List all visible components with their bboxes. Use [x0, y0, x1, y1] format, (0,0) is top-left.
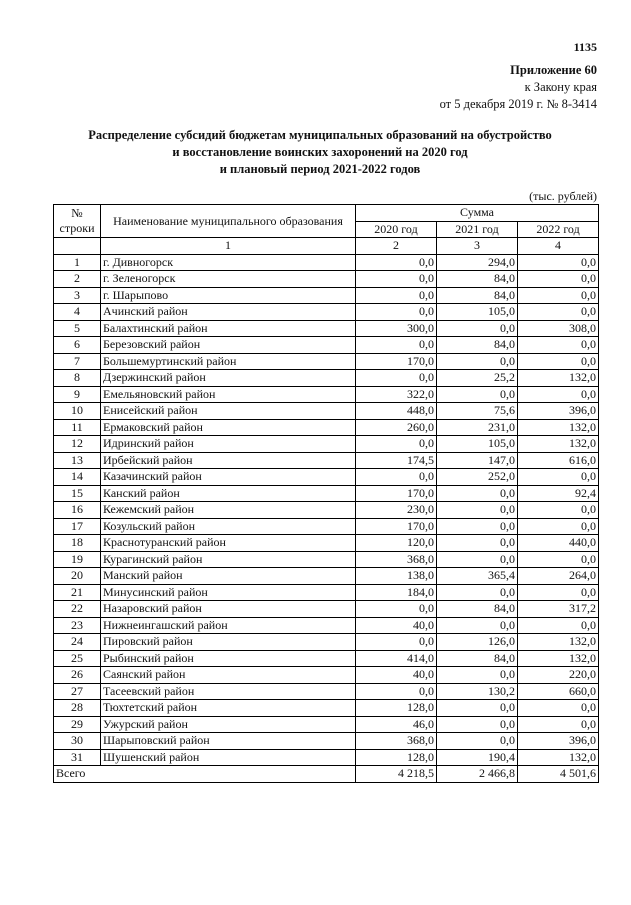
row-number: 13 [54, 452, 101, 469]
row-number: 28 [54, 700, 101, 717]
municipality-name: Тюхтетский район [101, 700, 356, 717]
municipality-name: Емельяновский район [101, 386, 356, 403]
column-index-2: 2 [356, 238, 437, 255]
table-row [54, 502, 599, 519]
value-2022: 132,0 [518, 370, 599, 387]
table-row [54, 419, 599, 436]
year-2020-header: 2020 год [356, 221, 437, 238]
row-number: 7 [54, 353, 101, 370]
table-row [54, 551, 599, 568]
row-number: 8 [54, 370, 101, 387]
table-row [54, 485, 599, 502]
value-2020: 138,0 [356, 568, 437, 585]
table-row [54, 601, 599, 618]
row-number-header-line-1: № [71, 206, 83, 220]
value-2020: 414,0 [356, 650, 437, 667]
value-2022: 660,0 [518, 683, 599, 700]
municipality-name: Ачинский район [101, 304, 356, 321]
value-2020: 260,0 [356, 419, 437, 436]
column-index-1: 1 [101, 238, 356, 255]
value-2021: 130,2 [437, 683, 518, 700]
value-2021: 0,0 [437, 733, 518, 750]
value-2020: 322,0 [356, 386, 437, 403]
value-2021: 126,0 [437, 634, 518, 651]
value-2022: 0,0 [518, 353, 599, 370]
value-2022: 308,0 [518, 320, 599, 337]
unit-note: (тыс. рублей) [529, 189, 597, 203]
value-2022: 132,0 [518, 650, 599, 667]
table-foot [54, 766, 599, 783]
value-2020: 120,0 [356, 535, 437, 552]
municipality-name: Балахтинский район [101, 320, 356, 337]
value-2022: 317,2 [518, 601, 599, 618]
value-2021: 147,0 [437, 452, 518, 469]
value-2021: 0,0 [437, 584, 518, 601]
value-2020: 46,0 [356, 716, 437, 733]
value-2020: 0,0 [356, 601, 437, 618]
table-row [54, 353, 599, 370]
value-2022: 396,0 [518, 733, 599, 750]
value-2021: 0,0 [437, 518, 518, 535]
value-2020: 0,0 [356, 271, 437, 288]
value-2020: 170,0 [356, 353, 437, 370]
table-row [54, 568, 599, 585]
value-2020: 170,0 [356, 518, 437, 535]
row-number: 1 [54, 254, 101, 271]
municipality-name: Саянский район [101, 667, 356, 684]
value-2021: 0,0 [437, 667, 518, 684]
row-number: 21 [54, 584, 101, 601]
value-2022: 0,0 [518, 287, 599, 304]
table-body [54, 254, 599, 766]
year-2022-header: 2022 год [518, 221, 599, 238]
table-row [54, 683, 599, 700]
row-number: 18 [54, 535, 101, 552]
column-index-empty [54, 238, 101, 255]
value-2020: 128,0 [356, 749, 437, 766]
table-row [54, 370, 599, 387]
municipality-name: Нижнеингашский район [101, 617, 356, 634]
annex-title: Приложение 60 [510, 63, 597, 77]
table-row [54, 271, 599, 288]
table-row [54, 650, 599, 667]
table-row [54, 584, 599, 601]
row-number: 6 [54, 337, 101, 354]
row-number: 27 [54, 683, 101, 700]
table-row [54, 386, 599, 403]
value-2020: 300,0 [356, 320, 437, 337]
value-2020: 0,0 [356, 304, 437, 321]
value-2021: 84,0 [437, 287, 518, 304]
document-title-line-2: и восстановление воинских захоронений на 2020 год [172, 145, 468, 159]
value-2020: 448,0 [356, 403, 437, 420]
value-2022: 220,0 [518, 667, 599, 684]
table-row [54, 716, 599, 733]
value-2022: 264,0 [518, 568, 599, 585]
table-row [54, 469, 599, 486]
value-2022: 0,0 [518, 304, 599, 321]
municipality-name: г. Зеленогорск [101, 271, 356, 288]
value-2021: 231,0 [437, 419, 518, 436]
total-label: Всего [54, 766, 356, 783]
value-2021: 0,0 [437, 353, 518, 370]
total-row [54, 766, 599, 783]
value-2020: 230,0 [356, 502, 437, 519]
municipality-name: Дзержинский район [101, 370, 356, 387]
table-row [54, 634, 599, 651]
table-row [54, 320, 599, 337]
row-number: 4 [54, 304, 101, 321]
row-number: 10 [54, 403, 101, 420]
column-index-3: 3 [437, 238, 518, 255]
row-number: 26 [54, 667, 101, 684]
row-number: 19 [54, 551, 101, 568]
municipality-name: Рыбинский район [101, 650, 356, 667]
municipality-name: Казачинский район [101, 469, 356, 486]
value-2021: 75,6 [437, 403, 518, 420]
municipality-name: Манский район [101, 568, 356, 585]
value-2022: 440,0 [518, 535, 599, 552]
table-row [54, 403, 599, 420]
value-2021: 0,0 [437, 320, 518, 337]
row-number-header [54, 205, 101, 238]
row-number: 24 [54, 634, 101, 651]
annex-law-date: от 5 декабря 2019 г. № 8-3414 [439, 97, 597, 111]
value-2021: 190,4 [437, 749, 518, 766]
value-2021: 365,4 [437, 568, 518, 585]
row-number: 25 [54, 650, 101, 667]
value-2022: 0,0 [518, 271, 599, 288]
value-2021: 0,0 [437, 502, 518, 519]
table-row [54, 304, 599, 321]
row-number: 23 [54, 617, 101, 634]
page-number: 1135 [573, 40, 597, 54]
value-2021: 25,2 [437, 370, 518, 387]
document-title [40, 127, 600, 178]
value-2022: 0,0 [518, 502, 599, 519]
municipality-name: Курагинский район [101, 551, 356, 568]
value-2021: 84,0 [437, 271, 518, 288]
municipality-name: Идринский район [101, 436, 356, 453]
value-2021: 105,0 [437, 304, 518, 321]
municipality-name: Ужурский район [101, 716, 356, 733]
value-2020: 0,0 [356, 370, 437, 387]
annex-header [337, 62, 597, 113]
municipality-name: Назаровский район [101, 601, 356, 618]
value-2021: 0,0 [437, 535, 518, 552]
municipality-name: Ермаковский район [101, 419, 356, 436]
row-number: 11 [54, 419, 101, 436]
total-2020: 4 218,5 [356, 766, 437, 783]
municipality-name: Шарыповский район [101, 733, 356, 750]
municipality-name: Краснотуранский район [101, 535, 356, 552]
value-2021: 105,0 [437, 436, 518, 453]
value-2022: 0,0 [518, 716, 599, 733]
municipality-name: Минусинский район [101, 584, 356, 601]
value-2021: 0,0 [437, 700, 518, 717]
value-2022: 396,0 [518, 403, 599, 420]
value-2022: 0,0 [518, 584, 599, 601]
value-2021: 0,0 [437, 485, 518, 502]
subsidy-table [53, 204, 599, 783]
value-2022: 132,0 [518, 436, 599, 453]
value-2021: 84,0 [437, 650, 518, 667]
value-2020: 0,0 [356, 683, 437, 700]
municipality-name: Большемуртинский район [101, 353, 356, 370]
value-2021: 252,0 [437, 469, 518, 486]
row-number: 9 [54, 386, 101, 403]
value-2020: 368,0 [356, 733, 437, 750]
value-2020: 40,0 [356, 667, 437, 684]
row-number: 12 [54, 436, 101, 453]
value-2022: 0,0 [518, 337, 599, 354]
value-2022: 132,0 [518, 749, 599, 766]
row-number: 17 [54, 518, 101, 535]
municipality-name: Козульский район [101, 518, 356, 535]
row-number-header-line-2: строки [59, 221, 95, 235]
value-2022: 132,0 [518, 634, 599, 651]
table-row [54, 254, 599, 271]
municipality-name: Березовский район [101, 337, 356, 354]
row-number: 14 [54, 469, 101, 486]
row-number: 5 [54, 320, 101, 337]
value-2020: 128,0 [356, 700, 437, 717]
value-2022: 0,0 [518, 386, 599, 403]
table-row [54, 749, 599, 766]
value-2020: 174,5 [356, 452, 437, 469]
row-number: 2 [54, 271, 101, 288]
value-2021: 84,0 [437, 337, 518, 354]
value-2021: 0,0 [437, 716, 518, 733]
value-2020: 0,0 [356, 469, 437, 486]
value-2020: 0,0 [356, 436, 437, 453]
row-number: 29 [54, 716, 101, 733]
table-row [54, 535, 599, 552]
table-row [54, 337, 599, 354]
value-2022: 0,0 [518, 518, 599, 535]
table-row [54, 436, 599, 453]
row-number: 3 [54, 287, 101, 304]
value-2022: 0,0 [518, 617, 599, 634]
value-2022: 0,0 [518, 469, 599, 486]
table-row [54, 452, 599, 469]
value-2022: 0,0 [518, 700, 599, 717]
value-2020: 368,0 [356, 551, 437, 568]
table-row [54, 617, 599, 634]
value-2020: 0,0 [356, 287, 437, 304]
table-head [54, 205, 599, 255]
value-2020: 0,0 [356, 254, 437, 271]
value-2022: 0,0 [518, 551, 599, 568]
column-index-4: 4 [518, 238, 599, 255]
value-2022: 132,0 [518, 419, 599, 436]
municipality-name: Канский район [101, 485, 356, 502]
total-2021: 2 466,8 [437, 766, 518, 783]
municipality-name: г. Шарыпово [101, 287, 356, 304]
value-2020: 0,0 [356, 337, 437, 354]
row-number: 31 [54, 749, 101, 766]
table-row [54, 518, 599, 535]
row-number: 16 [54, 502, 101, 519]
value-2020: 40,0 [356, 617, 437, 634]
value-2021: 0,0 [437, 386, 518, 403]
row-number: 20 [54, 568, 101, 585]
value-2021: 294,0 [437, 254, 518, 271]
table-row [54, 287, 599, 304]
value-2022: 92,4 [518, 485, 599, 502]
municipality-name: Тасеевский район [101, 683, 356, 700]
row-number: 15 [54, 485, 101, 502]
row-number: 30 [54, 733, 101, 750]
municipality-header: Наименование муниципального образования [101, 205, 356, 238]
year-2021-header: 2021 год [437, 221, 518, 238]
municipality-name: Ирбейский район [101, 452, 356, 469]
value-2020: 184,0 [356, 584, 437, 601]
table-row [54, 667, 599, 684]
value-2020: 0,0 [356, 634, 437, 651]
municipality-name: Шушенский район [101, 749, 356, 766]
table-row [54, 700, 599, 717]
table-row [54, 733, 599, 750]
municipality-name: Кежемский район [101, 502, 356, 519]
document-title-line-1: Распределение субсидий бюджетам муниципальных образований на обустройство [88, 128, 552, 142]
sum-header: Сумма [356, 205, 599, 222]
municipality-name: Енисейский район [101, 403, 356, 420]
value-2022: 616,0 [518, 452, 599, 469]
annex-law-ref: к Закону края [524, 80, 597, 94]
value-2022: 0,0 [518, 254, 599, 271]
row-number: 22 [54, 601, 101, 618]
total-2022: 4 501,6 [518, 766, 599, 783]
value-2021: 0,0 [437, 617, 518, 634]
municipality-name: г. Дивногорск [101, 254, 356, 271]
document-title-line-3: и плановый период 2021-2022 годов [219, 162, 421, 176]
value-2021: 84,0 [437, 601, 518, 618]
municipality-name: Пировский район [101, 634, 356, 651]
value-2021: 0,0 [437, 551, 518, 568]
value-2020: 170,0 [356, 485, 437, 502]
